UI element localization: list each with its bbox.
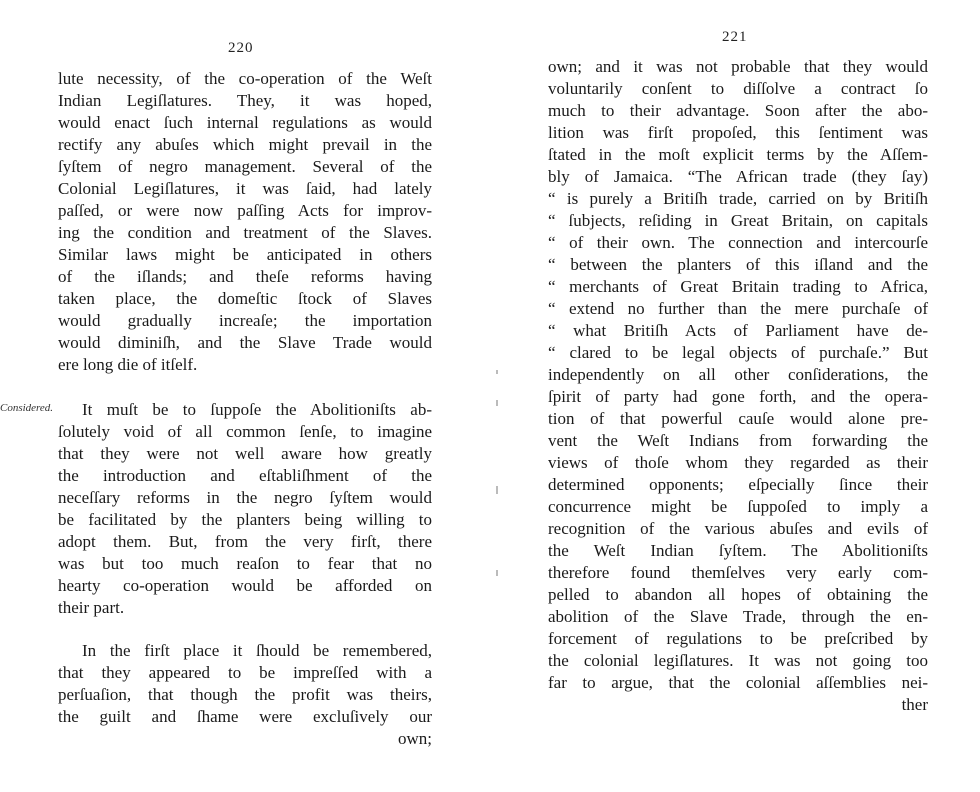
text-line: independently on all other conſiderations, the — [548, 365, 928, 384]
left-page-number: 220 — [228, 40, 254, 56]
text-line: recognition of the various abuſes and evils of — [548, 519, 928, 538]
text-line: far to argue, that the colonial aſſemblies nei- — [548, 673, 928, 692]
text-line: lition was firſt propoſed, this ſentiment was — [548, 123, 928, 142]
text-line: would gradually increaſe; the importation — [58, 311, 432, 330]
text-line: of the iſlands; and theſe reforms having — [58, 267, 432, 286]
text-line: rectify any abuſes which might prevail in the — [58, 135, 432, 154]
margin-note: Considered. — [0, 402, 54, 414]
text-line: “ between the planters of this iſland and the — [548, 255, 928, 274]
catchword: ther — [901, 695, 928, 714]
text-line: lute necessity, of the co-operation of the Weſt — [58, 69, 432, 88]
text-line: was but too much reaſon to fear that no — [58, 554, 432, 573]
text-line: hearty co-operation would be afforded on — [58, 576, 432, 595]
text-line: ſyſtem of negro management. Several of the — [58, 157, 432, 176]
text-line: therefore found themſelves very early com- — [548, 563, 928, 582]
right-page-number: 221 — [722, 29, 748, 45]
text-line: ere long die of itſelf. — [58, 355, 198, 374]
text-line: their part. — [58, 598, 125, 617]
left-paragraph-3 — [58, 640, 432, 750]
text-line: “ ſubjects, reſiding in Great Britain, on capitals — [548, 211, 928, 230]
text-line: the guilt and ſhame were excluſively our — [58, 707, 432, 726]
text-line: voluntarily conſent to diſſolve a contract ſo — [548, 79, 928, 98]
text-line: that they appeared to be impreſſed with a — [58, 663, 432, 682]
left-paragraph-1 — [58, 68, 432, 376]
text-line: ſtated in the moſt explicit terms by the Aſſem- — [548, 145, 928, 164]
text-line: tion of that powerful cauſe would alone pre- — [548, 409, 928, 428]
left-paragraph-2 — [58, 399, 432, 619]
text-line: would diminiſh, and the Slave Trade would — [58, 333, 432, 352]
text-line: Colonial Legiſlatures, it was ſaid, had lately — [58, 179, 432, 198]
text-line: “ merchants of Great Britain trading to Africa, — [548, 277, 928, 296]
text-line: “ clared to be legal objects of purchaſe.” But — [548, 343, 928, 362]
text-line: In the firſt place it ſhould be remembered, — [82, 641, 432, 660]
text-line: “ is purely a Britiſh trade, carried on by Britiſh — [548, 189, 928, 208]
text-line: Similar laws might be anticipated in others — [58, 245, 432, 264]
text-line: pelled to abandon all hopes of obtaining the — [548, 585, 928, 604]
text-line: perſuaſion, that though the profit was theirs, — [58, 685, 432, 704]
text-line: the introduction and eſtabliſhment of the — [58, 466, 432, 485]
right-paragraph-1 — [548, 56, 928, 716]
text-line: concurrence might be ſuppoſed to imply a — [548, 497, 928, 516]
text-line: taken place, the domeſtic ſtock of Slaves — [58, 289, 432, 308]
text-line: “ extend no further than the mere purchaſe of — [548, 299, 928, 318]
text-line: would enact ſuch internal regulations as would — [58, 113, 432, 132]
text-line: neceſſary reforms in the negro ſyſtem would — [58, 488, 432, 507]
text-line: that they were not well aware how greatly — [58, 444, 432, 463]
text-line: Indian Legiſlatures. They, it was hoped, — [58, 91, 432, 110]
text-line: be facilitated by the planters being willing to — [58, 510, 432, 529]
text-line: views of thoſe whom they regarded as their — [548, 453, 928, 472]
text-line: adopt them. But, from the very firſt, there — [58, 532, 432, 551]
text-line: “ what Britiſh Acts of Parliament have de- — [548, 321, 928, 340]
text-line: own; — [398, 729, 432, 748]
text-line: It muſt be to ſuppoſe the Abolitioniſts ab- — [82, 400, 432, 419]
text-line: paſſed, or were now paſſing Acts for improv- — [58, 201, 432, 220]
text-line: own; and it was not probable that they would — [548, 57, 928, 76]
text-line: “ of their own. The connection and intercourſe — [548, 233, 928, 252]
right-page — [490, 0, 980, 792]
text-line: the Weſt Indian ſyſtem. The Abolitioniſts — [548, 541, 928, 560]
text-line: the colonial legiſlatures. It was not going too — [548, 651, 928, 670]
text-line: vent the Weſt Indians from forwarding the — [548, 431, 928, 450]
text-line: ing the condition and treatment of the Slaves. — [58, 223, 432, 242]
text-line: abolition of the Slave Trade, through the en- — [548, 607, 928, 626]
text-line: ſpirit of party had gone forth, and the opera- — [548, 387, 928, 406]
text-line: ſolutely void of all common ſenſe, to imagine — [58, 422, 432, 441]
text-line: forcement of regulations to be preſcribed by — [548, 629, 928, 648]
text-line: much to their advantage. Soon after the abo- — [548, 101, 928, 120]
text-line: determined opponents; eſpecially ſince their — [548, 475, 928, 494]
text-line: bly of Jamaica. “The African trade (they ſay) — [548, 167, 928, 186]
